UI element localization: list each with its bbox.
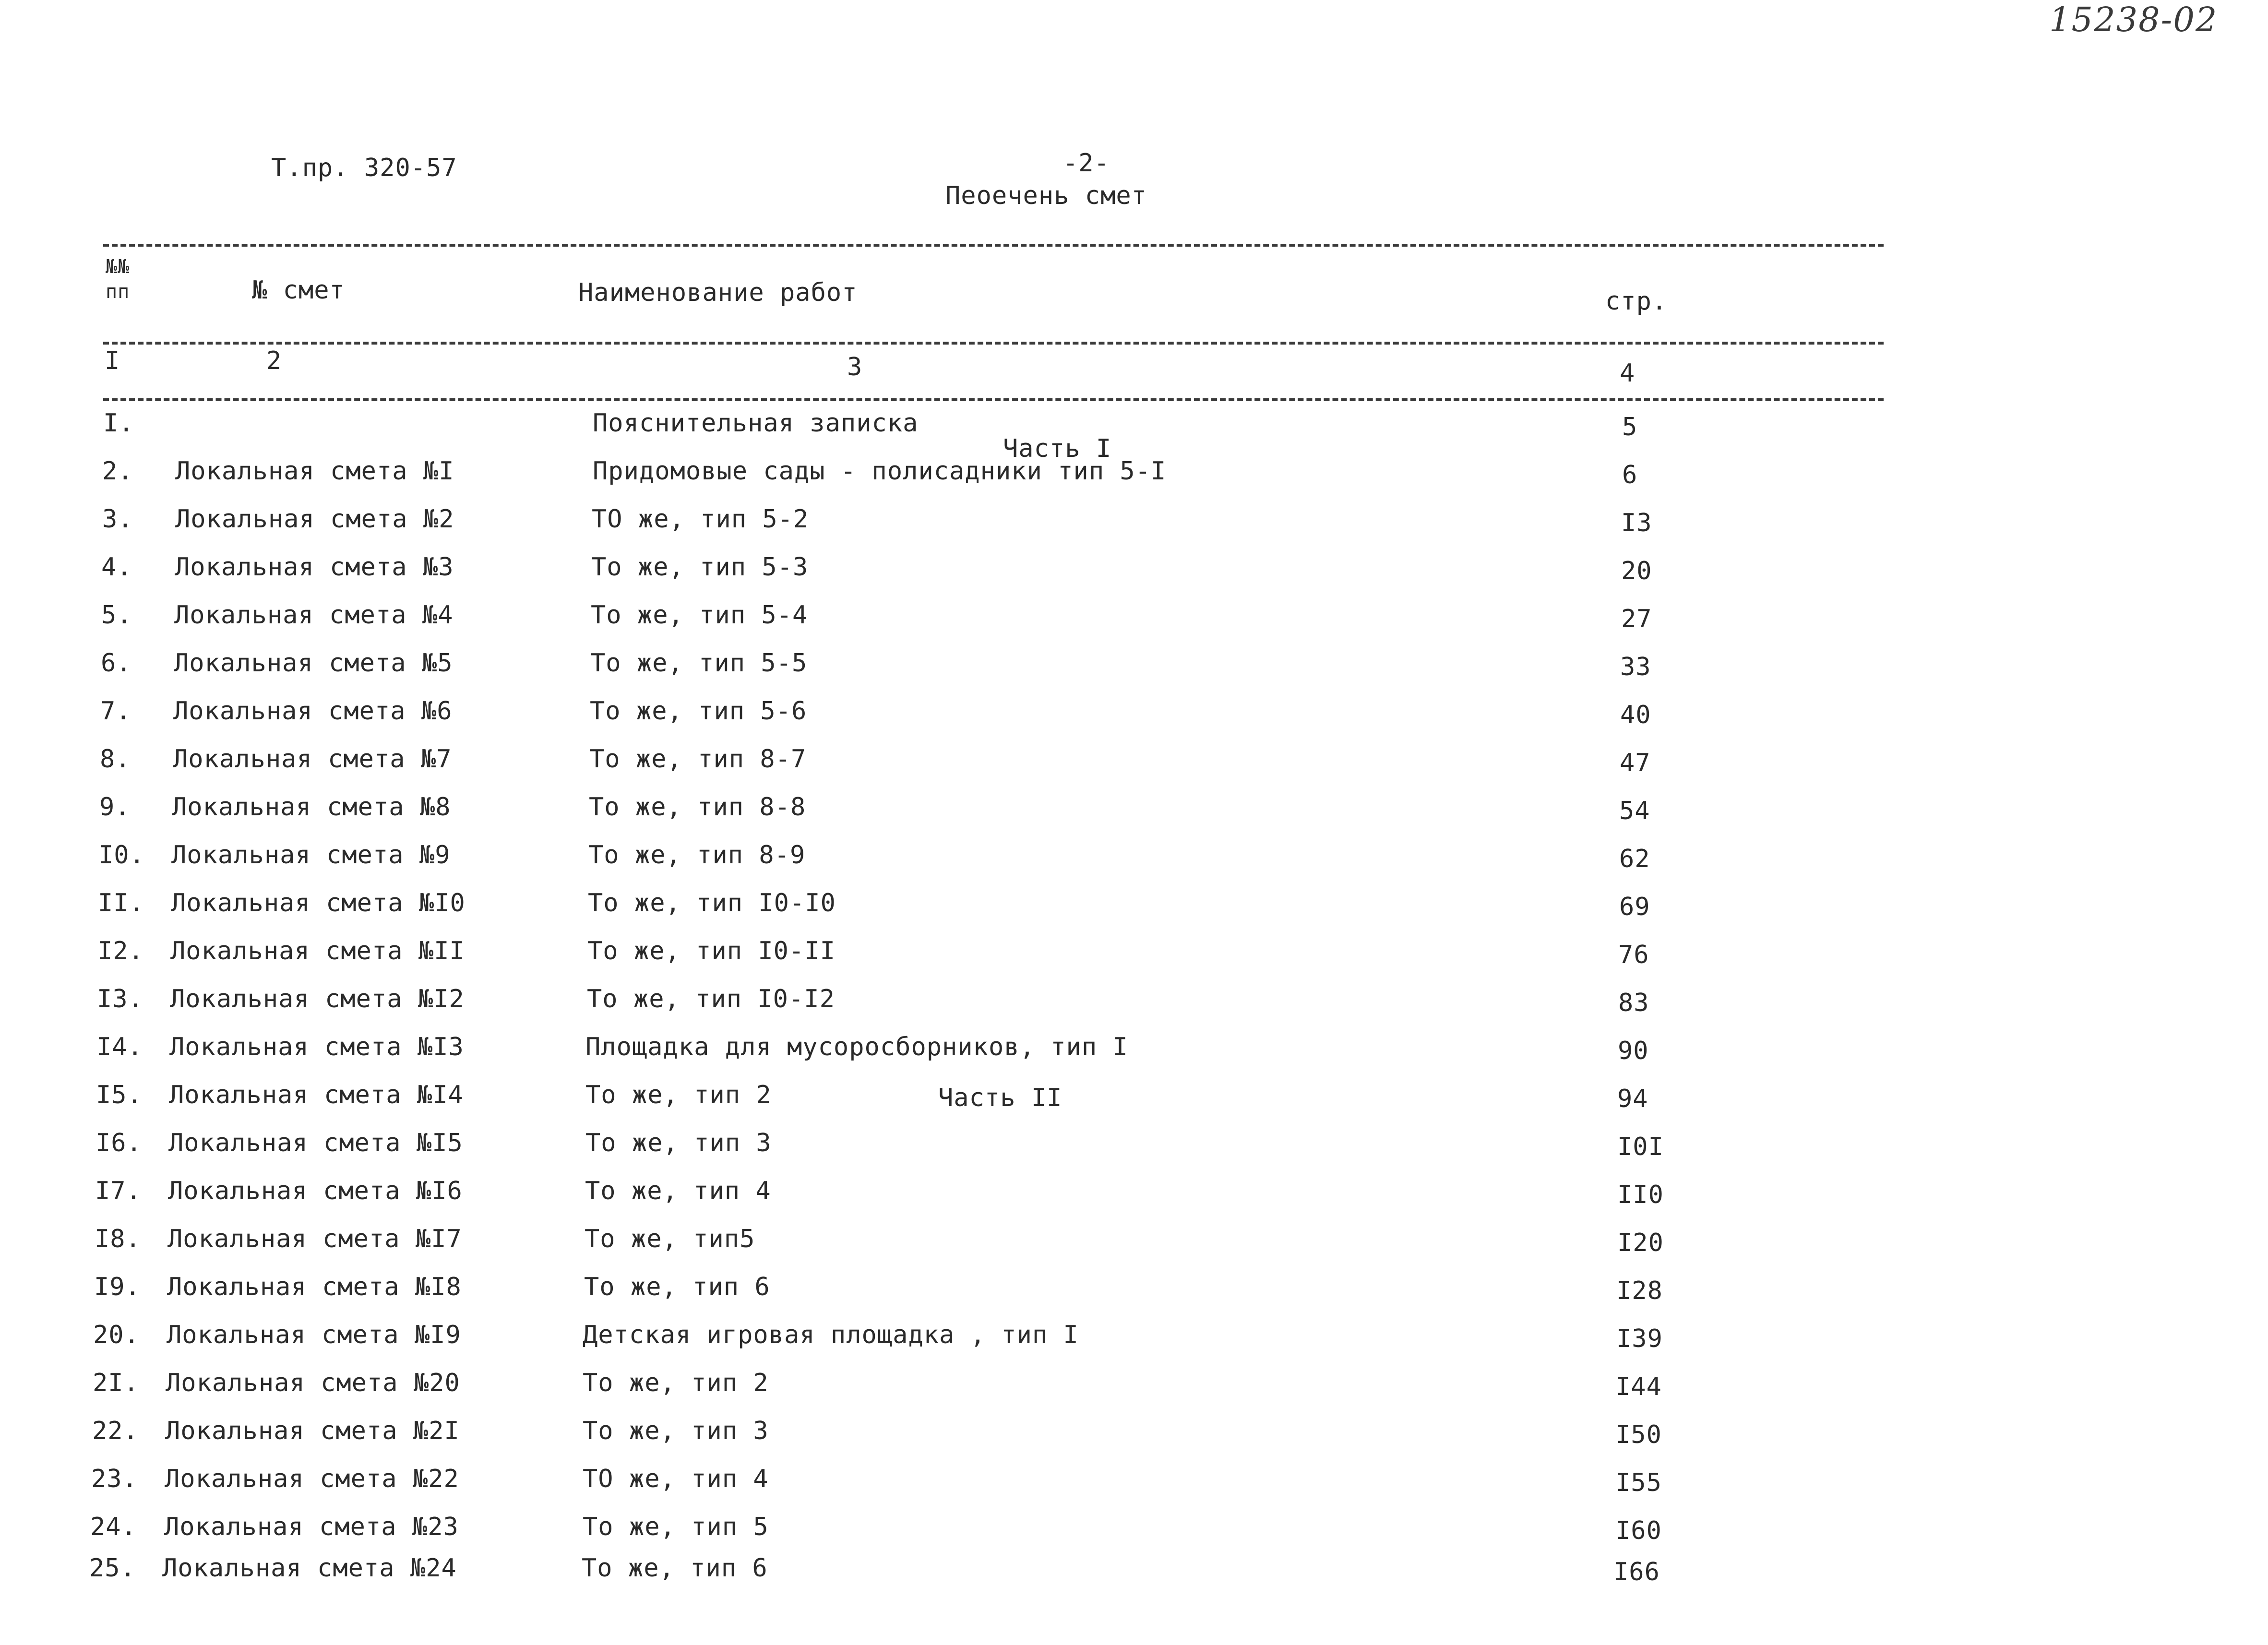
row-page: I20 — [1617, 1228, 1664, 1257]
row-estimate: Локальная смета №23 — [164, 1513, 459, 1541]
row-number: 4. — [101, 553, 132, 582]
row-number: 20. — [93, 1321, 140, 1349]
row-number: 2I. — [93, 1369, 139, 1397]
row-number: 8. — [100, 745, 131, 774]
row-number: 5. — [101, 601, 132, 630]
row-work-name: Детская игровая площадка , тип I — [583, 1321, 1079, 1349]
row-work-name: То же, тип 3 — [583, 1417, 769, 1445]
row-work-name: То же, тип5 — [585, 1225, 755, 1253]
row-estimate: Локальная смета №20 — [166, 1369, 460, 1397]
row-number: I2. — [97, 937, 144, 966]
page-number: -2- — [1063, 149, 1110, 178]
row-page: 69 — [1619, 893, 1650, 921]
table-row — [0, 1417, 2268, 1463]
row-page: I39 — [1616, 1324, 1663, 1353]
column-index-3: 3 — [847, 353, 863, 381]
row-page: I44 — [1615, 1372, 1662, 1401]
row-work-name: ТО же, тип 4 — [583, 1465, 769, 1493]
row-estimate: Локальная смета №I0 — [171, 889, 466, 918]
table-row — [0, 601, 2268, 647]
row-page: I66 — [1613, 1558, 1660, 1586]
table-row — [0, 1513, 2268, 1559]
row-work-name: То же, тип 4 — [585, 1177, 771, 1205]
rule-header — [103, 342, 1884, 345]
row-work-name: Пояснительная записка — [593, 409, 919, 438]
row-work-name: То же, тип 6 — [584, 1273, 770, 1301]
column-index-2: 2 — [266, 346, 282, 375]
row-estimate: Локальная смета №I9 — [167, 1321, 461, 1349]
row-number: I4. — [96, 1033, 143, 1061]
row-estimate: Локальная смета №24 — [162, 1554, 457, 1583]
row-estimate: Локальная смета №2 — [175, 505, 454, 534]
row-page: I3 — [1621, 509, 1652, 537]
row-work-name: То же, тип I0-II — [587, 937, 836, 966]
row-work-name: То же, тип 5-5 — [590, 649, 808, 678]
row-number: 3. — [102, 505, 133, 534]
table-row — [0, 1369, 2268, 1415]
row-number: I7. — [95, 1177, 142, 1205]
part-label-1: Часть I — [1003, 434, 1112, 463]
row-estimate: Локальная смета №5 — [174, 649, 453, 678]
page-title: Пеоечень смет — [945, 181, 1147, 210]
row-estimate: Локальная смета №I5 — [168, 1129, 463, 1157]
row-work-name: То же, тип I0-I2 — [587, 985, 835, 1013]
table-row — [0, 505, 2268, 551]
table-row — [0, 1465, 2268, 1511]
row-number: I0. — [98, 841, 145, 870]
row-page: 76 — [1618, 941, 1649, 969]
row-number: I3. — [97, 985, 143, 1013]
row-work-name: То же, тип 5 — [583, 1513, 769, 1541]
table-row — [0, 1033, 2268, 1079]
rule-top — [103, 244, 1884, 247]
row-estimate: Локальная смета №8 — [172, 793, 451, 822]
table-row — [0, 793, 2268, 839]
row-work-name: То же, тип 2 — [585, 1081, 772, 1109]
row-page: 5 — [1622, 413, 1638, 441]
table-row — [0, 409, 2268, 455]
row-estimate: Локальная смета №I8 — [167, 1273, 462, 1301]
row-page: 83 — [1618, 989, 1649, 1017]
row-estimate: Локальная смета №3 — [175, 553, 454, 582]
row-estimate: Локальная смета №I — [175, 457, 454, 486]
table-row — [0, 553, 2268, 599]
row-estimate: Локальная смета №I6 — [168, 1177, 463, 1205]
column-header-page: стр. — [1605, 287, 1668, 316]
row-work-name: То же, тип 3 — [585, 1129, 772, 1157]
row-number: I. — [103, 409, 134, 438]
row-estimate: Локальная смета №6 — [173, 697, 453, 726]
row-number: 7. — [100, 697, 131, 726]
row-page: I50 — [1615, 1420, 1662, 1449]
project-code: Т.пр. 320-57 — [271, 154, 457, 182]
column-index-1: I — [105, 346, 120, 375]
part-label-2: Часть II — [938, 1084, 1062, 1112]
row-work-name: То же, тип 8-8 — [589, 793, 806, 822]
table-row — [0, 1225, 2268, 1271]
row-number: I8. — [95, 1225, 141, 1253]
row-estimate: Локальная смета №I3 — [169, 1033, 464, 1061]
row-number: 24. — [90, 1513, 137, 1541]
row-work-name: То же, тип I0-I0 — [588, 889, 836, 918]
row-work-name: То же, тип 2 — [583, 1369, 769, 1397]
row-work-name: Придомовые сады - полисадники тип 5-I — [593, 457, 1167, 486]
table-row — [0, 1177, 2268, 1223]
table-row — [0, 1081, 2268, 1127]
row-number: 25. — [89, 1554, 136, 1583]
row-page: I55 — [1615, 1468, 1662, 1497]
row-page: II0 — [1617, 1180, 1664, 1209]
row-estimate: Локальная смета №9 — [171, 841, 451, 870]
rule-body — [103, 398, 1884, 401]
row-estimate: Локальная смета №22 — [165, 1465, 459, 1493]
table-row — [0, 889, 2268, 935]
table-row — [0, 649, 2268, 695]
row-estimate: Локальная смета №4 — [174, 601, 454, 630]
column-header-name: Наименование работ — [578, 278, 858, 307]
row-page: I60 — [1615, 1516, 1662, 1545]
row-estimate: Локальная смета №I7 — [167, 1225, 462, 1253]
row-number: 23. — [91, 1465, 138, 1493]
table-row — [0, 457, 2268, 503]
row-page: I28 — [1616, 1276, 1663, 1305]
row-number: 2. — [102, 457, 133, 486]
row-work-name: То же, тип 5-4 — [591, 601, 808, 630]
row-estimate: Локальная смета №II — [170, 937, 465, 966]
row-page: 27 — [1621, 605, 1652, 633]
table-row — [0, 985, 2268, 1031]
table-row — [0, 1129, 2268, 1175]
row-page: 6 — [1622, 461, 1638, 489]
table-row — [0, 697, 2268, 743]
column-header-number: №№ пп — [106, 256, 130, 303]
row-estimate: Локальная смета №I2 — [170, 985, 465, 1013]
row-work-name: То же, тип 6 — [582, 1554, 768, 1583]
row-work-name: ТО же, тип 5-2 — [592, 505, 809, 534]
row-page: 54 — [1619, 797, 1650, 825]
row-work-name: То же, тип 8-9 — [588, 841, 806, 870]
column-header-estimate: № смет — [252, 276, 345, 305]
row-number: 9. — [99, 793, 131, 822]
row-page: 94 — [1617, 1085, 1648, 1113]
row-estimate: Локальная смета №2I — [165, 1417, 460, 1445]
row-work-name: То же, тип 5-6 — [590, 697, 807, 726]
row-number: I6. — [95, 1129, 142, 1157]
row-estimate: Локальная смета №7 — [173, 745, 452, 774]
row-page: 62 — [1619, 845, 1650, 873]
row-page: 40 — [1620, 701, 1651, 729]
row-work-name: Площадка для мусоросборников, тип I — [585, 1033, 1128, 1061]
row-page: I0I — [1617, 1132, 1664, 1161]
row-number: 6. — [101, 649, 132, 678]
table-row — [0, 1273, 2268, 1319]
row-page: 33 — [1620, 653, 1651, 681]
table-row — [0, 841, 2268, 887]
row-page: 20 — [1621, 557, 1652, 585]
row-estimate: Локальная смета №I4 — [169, 1081, 464, 1109]
table-row — [0, 745, 2268, 791]
table-row — [0, 1554, 2268, 1600]
row-page: 47 — [1620, 749, 1651, 777]
document-number: 15238-02 — [2049, 0, 2218, 39]
row-number: II. — [98, 889, 144, 918]
row-number: I9. — [94, 1273, 141, 1301]
table-row — [0, 1321, 2268, 1367]
row-work-name: То же, тип 5-3 — [591, 553, 809, 582]
row-work-name: То же, тип 8-7 — [589, 745, 807, 774]
column-index-4: 4 — [1620, 359, 1635, 388]
row-number: 22. — [92, 1417, 139, 1445]
table-row — [0, 937, 2268, 983]
row-page: 90 — [1618, 1037, 1649, 1065]
row-number: I5. — [96, 1081, 143, 1109]
